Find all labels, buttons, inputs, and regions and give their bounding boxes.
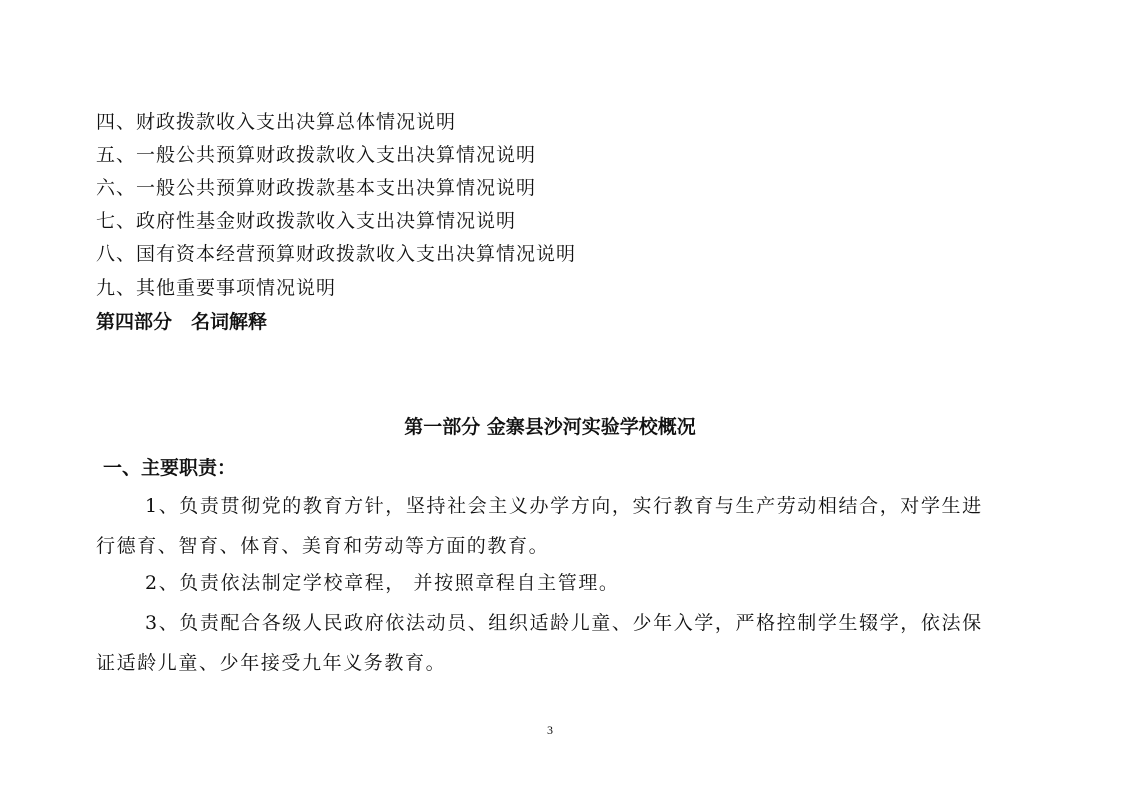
paragraph-line-4: 3、负责配合各级人民政府依法动员、组织适龄儿童、少年入学，严格控制学生辍学，依法保	[145, 612, 983, 634]
toc-item-4: 四、财政拨款收入支出决算总体情况说明	[96, 111, 457, 133]
paragraph-line-5: 证适龄儿童、少年接受九年义务教育。	[96, 652, 447, 674]
toc-item-5: 五、一般公共预算财政拨款收入支出决算情况说明	[96, 144, 537, 166]
toc-item-6: 六、一般公共预算财政拨款基本支出决算情况说明	[96, 177, 537, 199]
toc-item-7: 七、政府性基金财政拨款收入支出决算情况说明	[96, 210, 517, 232]
toc-part-four: 第四部分 名词解释	[96, 311, 268, 333]
paragraph-line-3: 2、负责依法制定学校章程， 并按照章程自主管理。	[145, 572, 620, 594]
section-title: 第一部分 金寨县沙河实验学校概况	[404, 416, 696, 438]
section-heading: 一、主要职责：	[103, 457, 237, 479]
page-number: 3	[547, 723, 553, 737]
toc-item-8: 八、国有资本经营预算财政拨款收入支出决算情况说明	[96, 243, 577, 265]
paragraph-line-2: 行德育、智育、体育、美育和劳动等方面的教育。	[96, 535, 550, 557]
paragraph-line-1: 1、负责贯彻党的教育方针，坚持社会主义办学方向，实行教育与生产劳动相结合，对学生进	[145, 495, 983, 517]
toc-item-9: 九、其他重要事项情况说明	[96, 277, 337, 299]
